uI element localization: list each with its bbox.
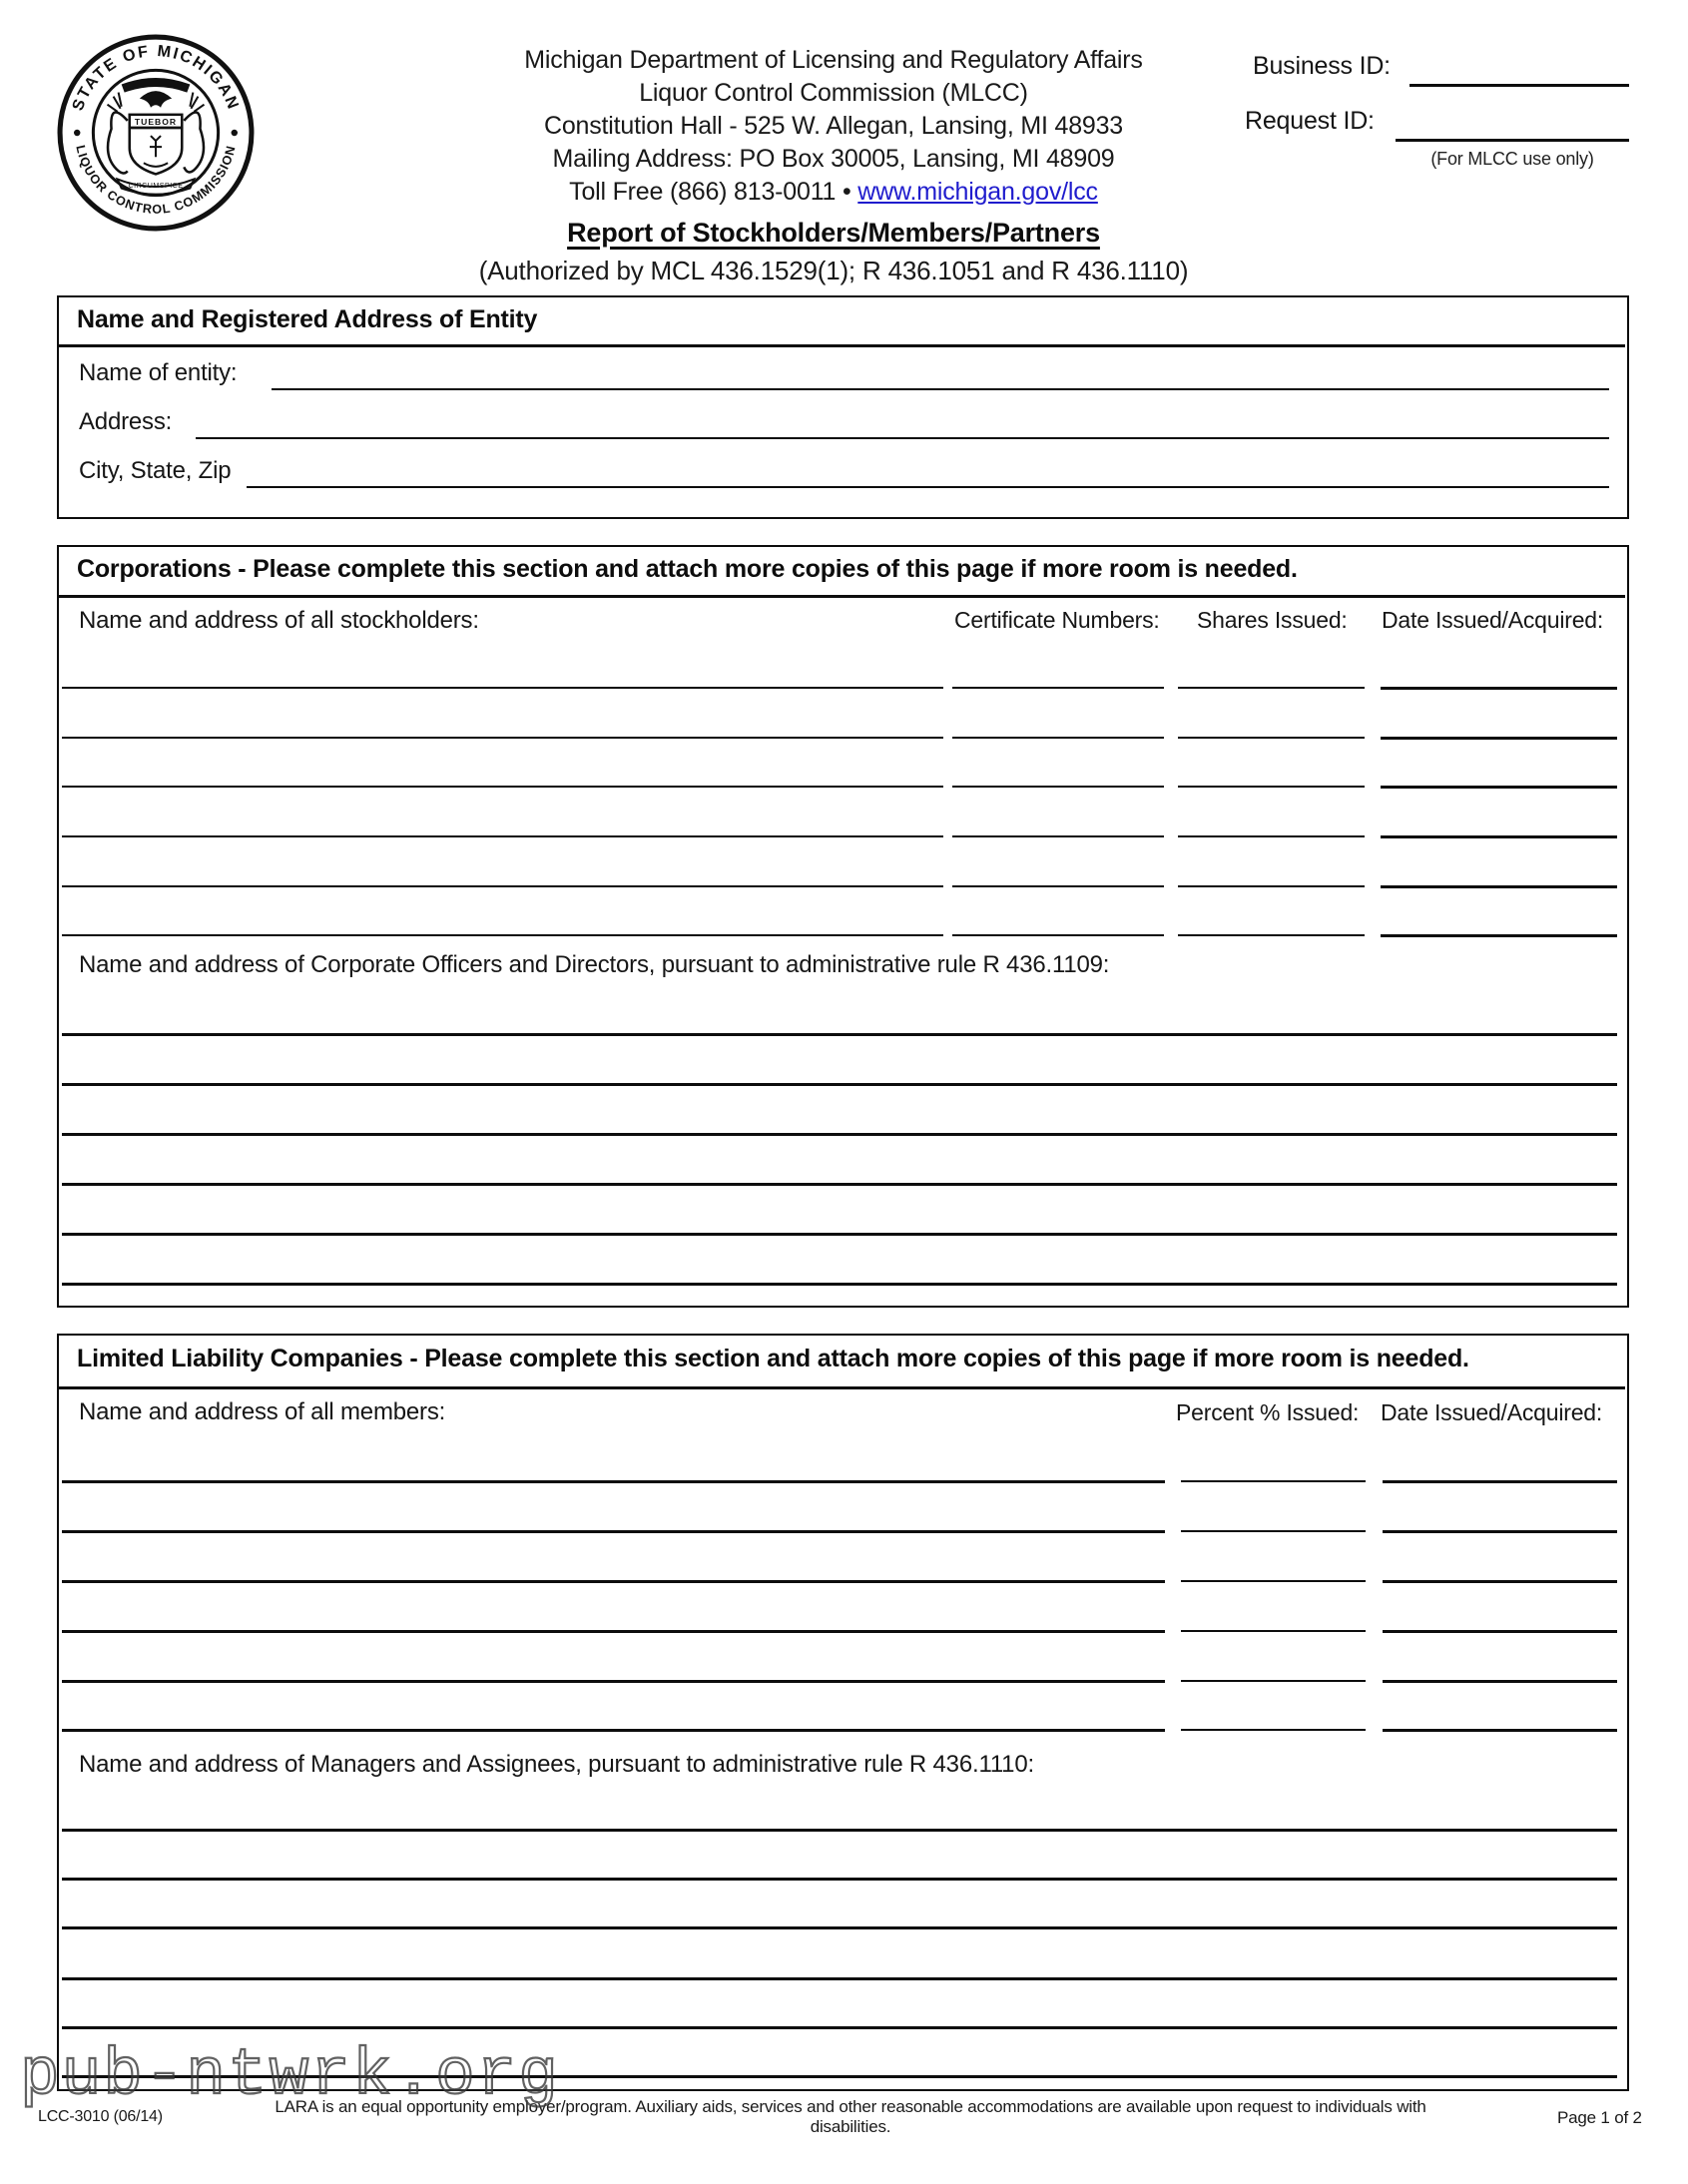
seal-inner-ring [93, 70, 218, 195]
name-of-entity-field[interactable] [272, 388, 1609, 390]
manager-name-line[interactable] [62, 1829, 1617, 1832]
officer-name-line[interactable] [62, 1133, 1617, 1136]
form-number: LCC-3010 (06/14) [38, 2108, 163, 2125]
stockholder-name-line[interactable] [62, 934, 943, 936]
llc-heading-separator [59, 1386, 1625, 1389]
certificate-numbers-line[interactable] [952, 885, 1164, 887]
date-issued-line[interactable] [1381, 934, 1617, 937]
seal-outer-ring [60, 37, 252, 229]
stockholder-name-line[interactable] [62, 737, 943, 739]
manager-name-line[interactable] [62, 1878, 1617, 1881]
member-date-issued-line[interactable] [1383, 1480, 1617, 1483]
stockholders-label: Name and address of all stockholders: [79, 607, 479, 634]
date-issued-line[interactable] [1381, 835, 1617, 838]
date-issued-column-header: Date Issued/Acquired: [1382, 607, 1604, 633]
managers-label: Name and address of Managers and Assignees, pursuant to administrative rule R 436.1110: [79, 1751, 1034, 1778]
website-link[interactable]: www.michigan.gov/lcc [857, 178, 1098, 206]
agency-address: Constitution Hall - 525 W. Allegan, Lansing, MI 48933 [543, 112, 1124, 140]
request-id-label: Request ID: [1245, 107, 1375, 135]
seal-left-dot [74, 130, 80, 136]
stockholder-name-line[interactable] [62, 835, 943, 837]
member-name-line[interactable] [62, 1530, 1165, 1533]
stockholder-name-line[interactable] [62, 687, 943, 689]
shares-issued-line[interactable] [1178, 786, 1365, 788]
certificate-numbers-line[interactable] [952, 786, 1164, 788]
manager-name-line[interactable] [62, 2026, 1617, 2029]
members-label: Name and address of all members: [79, 1398, 446, 1425]
certificate-numbers-column-header: Certificate Numbers: [954, 607, 1160, 633]
agency-division: Liquor Control Commission (MLCC) [639, 79, 1028, 107]
officer-name-line[interactable] [62, 1233, 1617, 1236]
certificate-numbers-line[interactable] [952, 835, 1164, 837]
stockholder-name-line[interactable] [62, 786, 943, 788]
member-date-issued-line[interactable] [1383, 1630, 1617, 1633]
corporations-heading: Corporations - Please complete this section and attach more copies of this page if more room is needed. [77, 555, 1298, 583]
date-issued-line[interactable] [1381, 786, 1617, 789]
request-id-field[interactable] [1396, 139, 1629, 142]
percent-issued-line[interactable] [1181, 1729, 1366, 1731]
member-date-issued-line[interactable] [1383, 1530, 1617, 1533]
city-state-zip-label: City, State, Zip [79, 457, 232, 484]
city-state-zip-field[interactable] [247, 486, 1609, 488]
member-date-issued-line[interactable] [1383, 1580, 1617, 1583]
stockholder-name-line[interactable] [62, 885, 943, 887]
name-of-entity-label: Name of entity: [79, 359, 238, 386]
seal-coat-of-arms [108, 78, 205, 195]
member-name-line[interactable] [62, 1630, 1165, 1633]
certificate-numbers-line[interactable] [952, 737, 1164, 739]
header-block [319, 44, 1348, 286]
officer-name-line[interactable] [62, 1283, 1617, 1286]
shares-issued-column-header: Shares Issued: [1197, 607, 1348, 633]
certificate-numbers-line[interactable] [952, 934, 1164, 936]
percent-issued-line[interactable] [1181, 1530, 1366, 1532]
percent-issued-column-header: Percent % Issued: [1176, 1399, 1360, 1425]
llc-heading: Limited Liability Companies - Please complete this section and attach more copies of this page if more room is needed. [77, 1345, 1469, 1372]
member-date-issued-line[interactable] [1383, 1729, 1617, 1732]
percent-issued-line[interactable] [1181, 1480, 1366, 1482]
entity-heading-separator [59, 344, 1625, 347]
certificate-numbers-line[interactable] [952, 687, 1164, 689]
mlcc-seal [55, 32, 257, 234]
page-indicator: Page 1 of 2 [1557, 2108, 1642, 2127]
percent-issued-line[interactable] [1181, 1630, 1366, 1632]
watermark: pub-ntwrk.org [20, 2038, 560, 2113]
corporations-section-box [57, 545, 1629, 1308]
member-name-line[interactable] [62, 1729, 1165, 1732]
authority-note: (Authorized by MCL 436.1529(1); R 436.1051 and R 436.1110) [478, 256, 1189, 285]
member-date-issued-line[interactable] [1383, 1680, 1617, 1683]
shares-issued-line[interactable] [1178, 687, 1365, 689]
toll-free-number: Toll Free (866) 813-0011 • [569, 178, 858, 206]
agency-contact [319, 176, 1348, 209]
seal-right-dot [232, 130, 238, 136]
mlcc-use-only-note: (For MLCC use only) [1430, 149, 1594, 169]
address-field[interactable] [196, 437, 1609, 439]
shares-issued-line[interactable] [1178, 737, 1365, 739]
address-label: Address: [79, 408, 173, 435]
seal-top-text: STATE OF MICHIGAN [68, 41, 244, 114]
llc-date-issued-column-header: Date Issued/Acquired: [1381, 1399, 1603, 1425]
date-issued-line[interactable] [1381, 687, 1617, 690]
seal-bottom-text: LIQUOR CONTROL COMMISSION [73, 144, 239, 217]
shares-issued-line[interactable] [1178, 885, 1365, 887]
member-name-line[interactable] [62, 1680, 1165, 1683]
date-issued-line[interactable] [1381, 885, 1617, 888]
officer-name-line[interactable] [62, 1033, 1617, 1036]
percent-issued-line[interactable] [1181, 1580, 1366, 1582]
seal-circumspice-text: CIRCUMSPICE [128, 183, 184, 191]
shares-issued-line[interactable] [1178, 934, 1365, 936]
officer-name-line[interactable] [62, 1083, 1617, 1086]
manager-name-line[interactable] [62, 1926, 1617, 1929]
corporations-heading-separator [59, 595, 1625, 598]
agency-mailing-address: Mailing Address: PO Box 30005, Lansing, MI 48909 [552, 145, 1115, 173]
page-title: Report of Stockholders/Members/Partners [567, 218, 1100, 248]
business-id-label: Business ID: [1253, 52, 1391, 80]
seal-motto-text: TUEBOR [134, 116, 178, 127]
manager-name-line[interactable] [62, 1977, 1617, 1980]
entity-section-heading: Name and Registered Address of Entity [77, 305, 538, 333]
member-name-line[interactable] [62, 1580, 1165, 1583]
percent-issued-line[interactable] [1181, 1680, 1366, 1682]
member-name-line[interactable] [62, 1480, 1165, 1483]
business-id-field[interactable] [1409, 84, 1629, 87]
date-issued-line[interactable] [1381, 737, 1617, 740]
shares-issued-line[interactable] [1178, 835, 1365, 837]
officers-label: Name and address of Corporate Officers and Directors, pursuant to administrative rule R 436.1109: [79, 951, 1110, 978]
footer-disclaimer: LARA is an equal opportunity employer/program. Auxiliary aids, services and other reasonable accommodations are available upon request to individuals with disabilities. [275, 2097, 1426, 2136]
officer-name-line[interactable] [62, 1183, 1617, 1186]
agency-name: Michigan Department of Licensing and Regulatory Affairs [524, 46, 1143, 74]
